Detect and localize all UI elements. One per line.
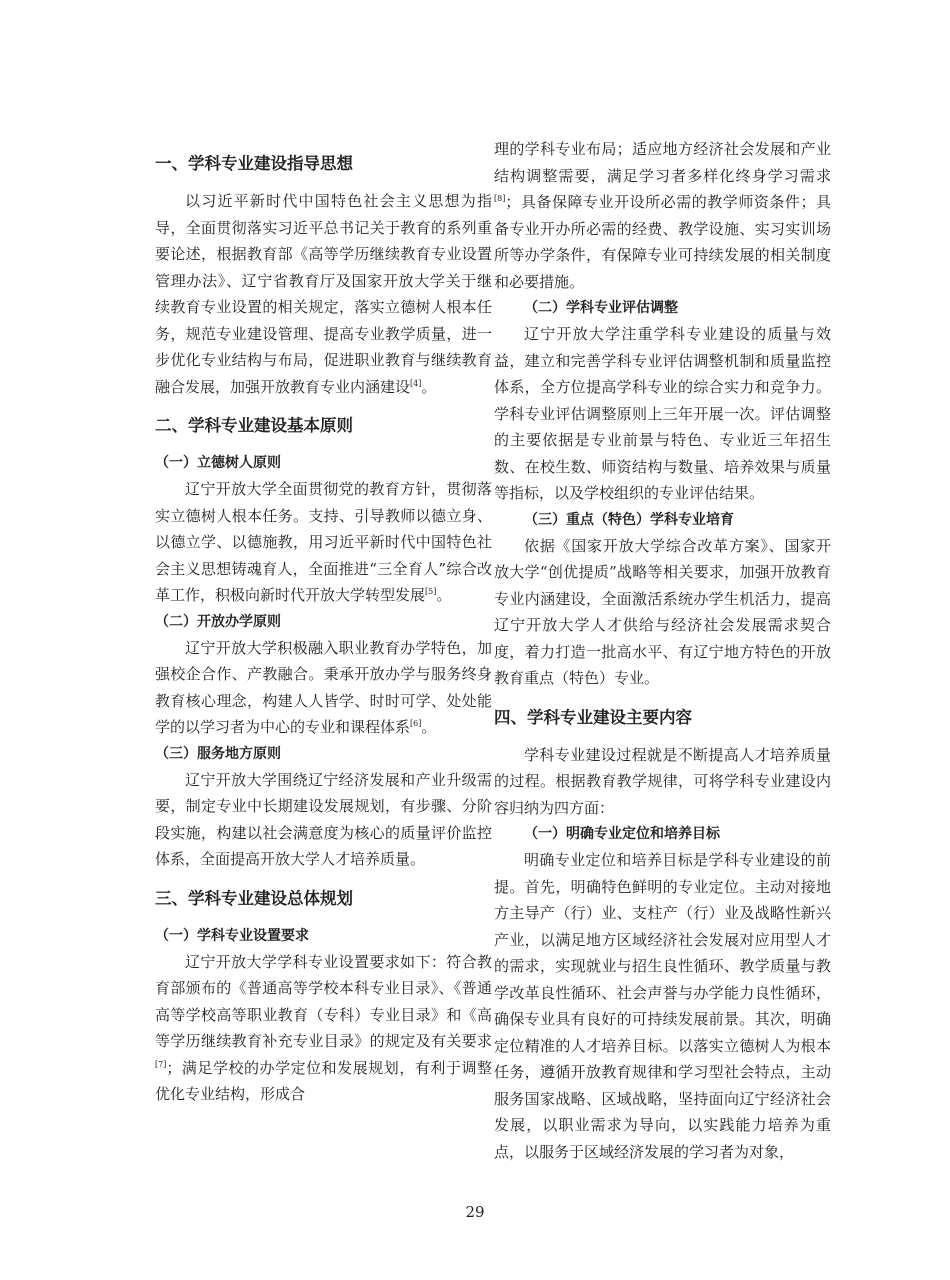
section-3-heading-2: （二）学科专业评估调整: [524, 300, 678, 316]
section-4-heading-1: （一）明确专业定位和培养目标: [524, 826, 720, 842]
right-column: [494, 136, 831, 1165]
reference-7: [7]: [155, 1059, 167, 1069]
reference-5: [5]: [425, 587, 437, 596]
section-2-paragraph-2: 辽宁开放大学积极融入职业教育办学特色，加强校企合作、产教融合。秉承开放办学与服务终身教育核心理念，构建人人皆学、时时可学、处处能学的以学习者为中心的专业和课程体系[6]。: [155, 638, 492, 736]
section-1-title: 一、学科专业建设指导思想: [155, 154, 353, 173]
section-2-heading-2: （二）开放办学原则: [155, 613, 281, 630]
section-2-paragraph-3: 辽宁开放大学围绕辽宁经济发展和产业升级需要，制定专业中长期建设发展规划，有步骤、分阶段实施，构建以社会满意度为核心的质量评价监控体系，全面提高开放大学人才培养质量。: [155, 770, 492, 868]
section-3-paragraph-2: 辽宁开放大学注重学科专业建设的质量与效益，建立和完善学科专业评估调整机制和质量监控体系，全方位提高学科专业的综合实力和竞争力。学科专业评估调整原则上三年开展一次。评估调整的主要依据是专业前景与特色、专业近三年招生数、在校生数、师资结构与数量、培养效果与质量等指标，以及学校组织的专业评估结果。: [494, 325, 831, 502]
section-3-heading-1: （一）学科专业设置要求: [155, 927, 309, 944]
section-3-paragraph-3: 依据《国家开放大学综合改革方案》、国家开放大学“创优提质”战略等相关要求，加强开放教育专业内涵建设，全面激活系统办学生机活力，提高辽宁开放大学人才供给与经济社会发展需求契合度，着力打造一批高水平、有辽宁地方特色的开放教育重点（特色）专业。: [494, 536, 831, 687]
section-2-paragraph-1: 辽宁开放大学全面贯彻党的教育方针，贯彻落实立德树人根本任务。支持、引导教师以德立身、以德立学、以德施教，用习近平新时代中国特色社会主义思想铸魂育人，全面推进“三全育人”综合改革工作，积极向新时代开放大学转型发展[5]。: [155, 480, 492, 604]
left-column: [155, 150, 492, 1108]
section-1-paragraph: 以习近平新时代中国特色社会主义思想为指导，全面贯彻落实习近平总书记关于教育的系列重要论述，根据教育部《高等学历继续教育专业设置管理办法》、辽宁省教育厅及国家开放大学关于继续教育专业设置的相关规定，落实立德树人根本任务，规范专业建设管理、提高专业教学质量，进一步优化专业结构与布局，促进职业教育与继续教育融合发展，加强开放教育专业内涵建设[4]。: [155, 192, 492, 396]
section-4-title: 四、学科专业建设主要内容: [494, 707, 692, 727]
section-2-title: 二、学科专业建设基本原则: [155, 416, 353, 435]
section-3-title: 三、学科专业建设总体规划: [155, 888, 353, 908]
section-3-heading-3: （三）重点（特色）学科专业培育: [524, 511, 734, 528]
section-3-paragraph-1-continued: 理的学科专业布局；适应地方经济社会发展和产业结构调整需要，满足学习者多样化终身学习需求[8]；具备保障专业开设所必需的教学师资条件；具备专业开办所必需的经费、教学设施、实习实训场所等办学条件，有保障专业可持续发展的相关制度和必要措施。: [494, 140, 831, 291]
reference-4: [4]: [410, 378, 422, 388]
reference-8: [8]: [494, 194, 506, 203]
section-3-paragraph-1: 辽宁开放大学学科专业设置要求如下：符合教育部颁布的《普通高等学校本科专业目录》、《普通高等学校高等职业教育（专科）专业目录》和《高等学历继续教育补充专业目录》的规定及有关要求[7]；满足学校的办学定位和发展规划，有利于调整优化专业结构，形成合: [155, 952, 492, 1103]
section-4-paragraph-2: 明确专业定位和培养目标是学科专业建设的前提。首先，明确特色鲜明的专业定位。主动对接地方主导产（行）业、支柱产（行）业及战略性新兴产业，以满足地方区域经济社会发展对应用型人才的需求，实现就业与招生良性循环、教学质量与教学改革良性循环、社会声誉与办学能力良性循环，确保专业具有良好的可持续发展前景。其次，明确定位精准的人才培养目标。以落实立德树人为根本任务，遵循开放教育规律和学习型社会特点，主动服务国家战略、区域战略，坚持面向辽宁经济社会发展，以职业需求为导向，以实践能力培养为重点，以服务于区域经济发展的学习者为对象，: [494, 851, 831, 1161]
page-number: 29: [465, 1203, 485, 1221]
section-2-heading-3: （三）服务地方原则: [155, 745, 281, 762]
reference-6: [6]: [410, 719, 422, 728]
section-2-heading-1: （一）立德树人原则: [155, 455, 281, 471]
section-4-paragraph-1: 学科专业建设过程就是不断提高人才培养质量的过程。根据教育教学规律，可将学科专业建设内容归纳为四方面：: [494, 745, 831, 817]
